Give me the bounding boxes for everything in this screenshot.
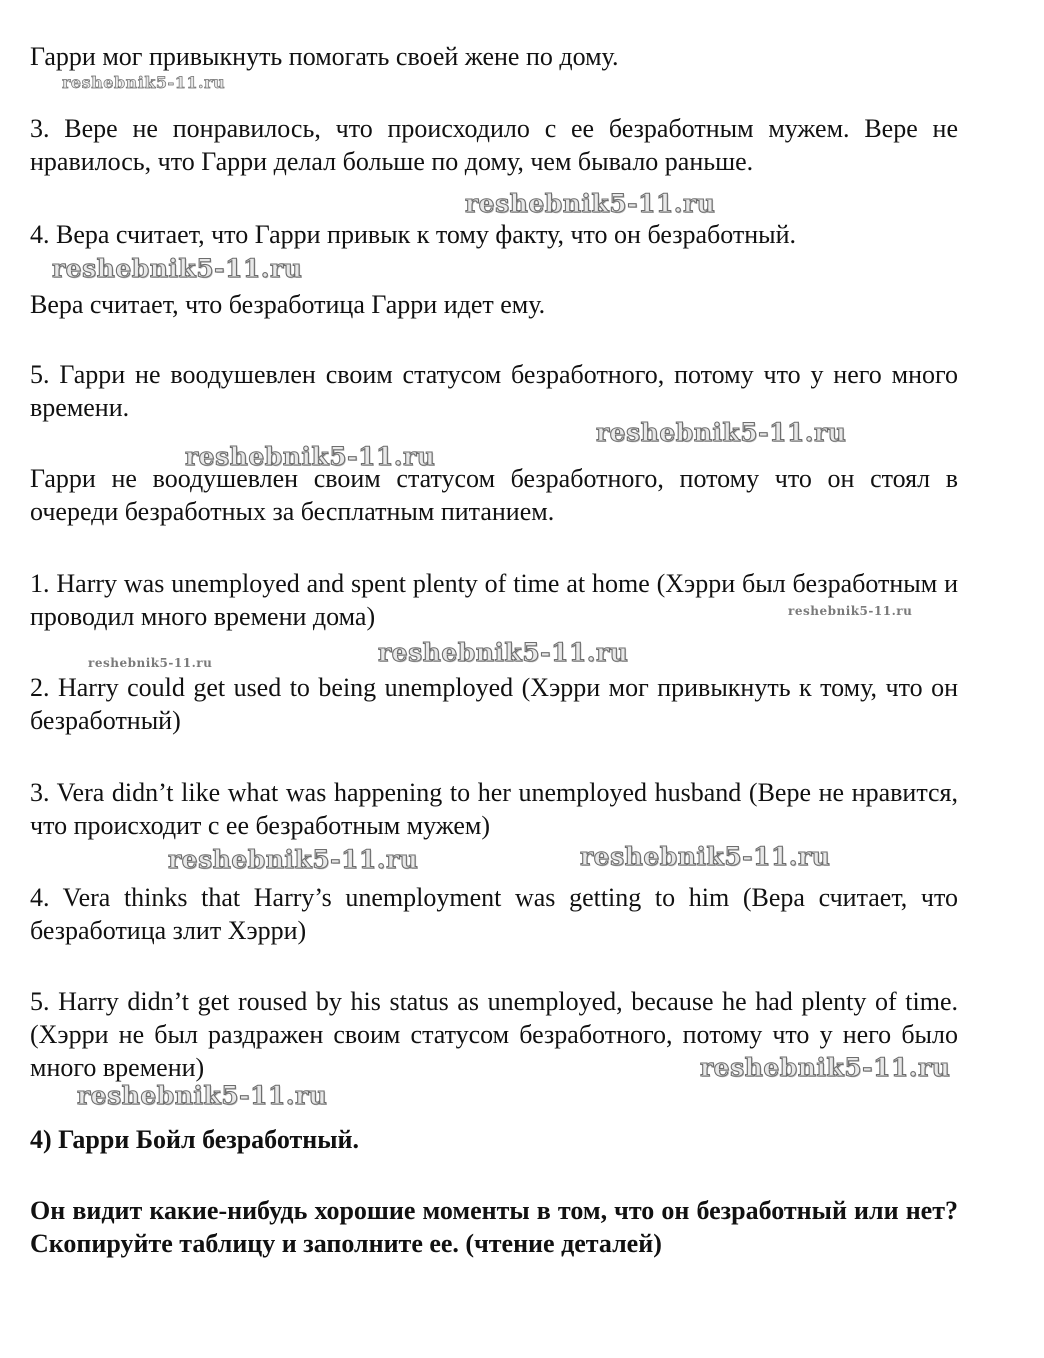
paragraph-11: 5. Harry didn’t get roused by his status as unemployed, because he had plenty of time. (Хэрри не был раздражен своим статусом безработного, потому что у него было много времени): [30, 987, 958, 1082]
watermark: reshebnik5-11.ru: [185, 442, 436, 471]
watermark: reshebnik5-11.ru: [788, 604, 913, 618]
watermark: reshebnik5-11.ru: [700, 1053, 951, 1082]
watermark: reshebnik5-11.ru: [465, 189, 716, 218]
watermark: reshebnik5-11.ru: [62, 73, 226, 92]
watermark: reshebnik5-11.ru: [580, 842, 831, 871]
paragraph-2: 3. Вере не понравилось, что происходило с ее безработным мужем. Вере не нравилось, что Гарри делал больше по дому, чем бывало раньше.: [30, 114, 958, 176]
paragraph-3: 4. Вера считает, что Гарри привык к тому факту, что он безработный.: [30, 220, 797, 249]
paragraph-1: Гарри мог привыкнуть помогать своей жене по дому.: [30, 42, 619, 71]
paragraph-8: 2. Harry could get used to being unemployed (Хэрри мог привыкнуть к тому, что он безработный): [30, 673, 958, 735]
paragraph-5: 5. Гарри не воодушевлен своим статусом безработного, потому что у него много времени.: [30, 360, 958, 422]
watermark: reshebnik5-11.ru: [52, 254, 303, 283]
watermark: reshebnik5-11.ru: [168, 845, 419, 874]
watermark: reshebnik5-11.ru: [77, 1081, 328, 1110]
watermark: reshebnik5-11.ru: [88, 656, 213, 670]
paragraph-4: Вера считает, что безработица Гарри идет ему.: [30, 290, 546, 319]
watermark: reshebnik5-11.ru: [378, 638, 629, 667]
section-heading: 4) Гарри Бойл безработный.: [30, 1125, 360, 1154]
paragraph-9: 3. Vera didn’t like what was happening to her unemployed husband (Вере не нравится, что происходит с ее безработным мужем): [30, 778, 958, 840]
watermark: reshebnik5-11.ru: [596, 418, 847, 447]
paragraph-6: Гарри не воодушевлен своим статусом безработного, потому что он стоял в очереди безработных за бесплатным питанием.: [30, 464, 958, 526]
paragraph-10: 4. Vera thinks that Harry’s unemployment was getting to him (Вера считает, что безработица злит Хэрри): [30, 883, 958, 945]
task-question: Он видит какие-нибудь хорошие моменты в том, что он безработный или нет? Скопируйте таблицу и заполните ее. (чтение деталей): [30, 1196, 958, 1258]
paragraph-7: 1. Harry was unemployed and spent plenty of time at home (Хэрри был безработным и проводил много времени дома): [30, 569, 958, 631]
